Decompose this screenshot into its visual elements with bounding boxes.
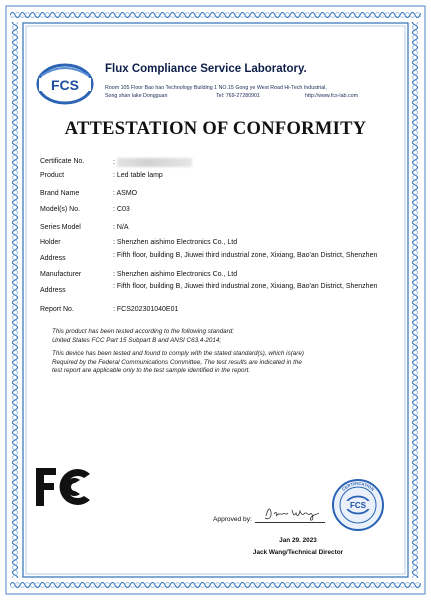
handwritten-signature	[262, 504, 322, 522]
field-label: Series Model	[40, 224, 81, 231]
field-value-redacted	[113, 158, 383, 168]
tested-statement-line: This product has been tested according to the following standard:	[52, 328, 235, 335]
approved-by-label: Approved by:	[213, 516, 252, 523]
field-label: Report No.	[40, 306, 74, 313]
fcc-logo	[34, 466, 96, 508]
field-value: : Led table lamp	[113, 172, 383, 181]
fcs-seal	[331, 478, 385, 532]
lab-website: http://www.fcs-lab.com	[305, 93, 358, 99]
field-value: : Fifth floor, building B, Jiuwei third industrial zone, Xixiang, Bao'an District, Shenzhen	[113, 252, 383, 261]
svg-text:Jack Wang: Jack Wang	[262, 504, 267, 505]
seal-ring-text: CERTIFICATION	[340, 480, 376, 492]
field-value: : N/A	[113, 224, 383, 233]
tested-statement	[52, 328, 382, 345]
field-value: : C03	[113, 206, 383, 215]
fcs-logo-text: FCS	[51, 77, 79, 93]
lab-tel: Tel: 769-27280901	[216, 93, 260, 99]
field-value: : FCS202301040E01	[113, 306, 383, 315]
field-label: Certificate No.	[40, 158, 85, 165]
lab-name: Flux Compliance Service Laboratory.	[105, 63, 307, 75]
field-label: Manufacturer	[40, 271, 82, 278]
compliance-statement-line: test report are applicable only to the test sample identified in the report.	[52, 367, 251, 375]
field-label: Address	[40, 255, 66, 262]
field-label: Address	[40, 287, 66, 294]
lab-address-line2: Song shan lake Dongguan	[105, 93, 168, 99]
signature-line	[255, 522, 325, 523]
field-label: Model(s) No.	[40, 206, 81, 213]
fcs-logo	[35, 62, 95, 106]
seal-center-text: FCS	[350, 501, 366, 510]
compliance-statement-line: This device has been tested and found to comply with the stated standard(s), which is(are)	[52, 350, 305, 357]
field-value: : Fifth floor, building B, Jiuwei third industrial zone, Xixiang, Bao'an District, Shenzhen	[113, 283, 383, 292]
field-label: Product	[40, 172, 65, 179]
redaction-blur	[117, 158, 192, 167]
field-value: : Shenzhen aishimo Electronics Co., Ltd	[113, 239, 383, 248]
lab-address-line1: Room 105 Floor Bao hao Technology Building 1 NO.15 Gong ye West Road Hi-Tech Industrial,	[105, 85, 327, 91]
document-title: ATTESTATION OF CONFORMITY	[64, 119, 367, 139]
field-value: : Shenzhen aishimo Electronics Co., Ltd	[113, 271, 383, 280]
field-label: Holder	[40, 239, 61, 246]
compliance-statement-line: Required by the Federal Communications Committee, The test results are indicated in the	[52, 358, 302, 366]
tested-statement-line: United States FCC Part 15 Subpart B and ANSI C63.4-2014;	[52, 336, 222, 344]
signatory-name-title: Jack Wang/Technical Director	[252, 549, 344, 556]
compliance-statement	[52, 350, 382, 376]
field-label: Brand Name	[40, 190, 80, 197]
signature-date: Jan 29. 2023	[279, 537, 317, 544]
field-value: : ASMO	[113, 190, 383, 199]
fcc-logo-text: FC	[34, 466, 36, 467]
